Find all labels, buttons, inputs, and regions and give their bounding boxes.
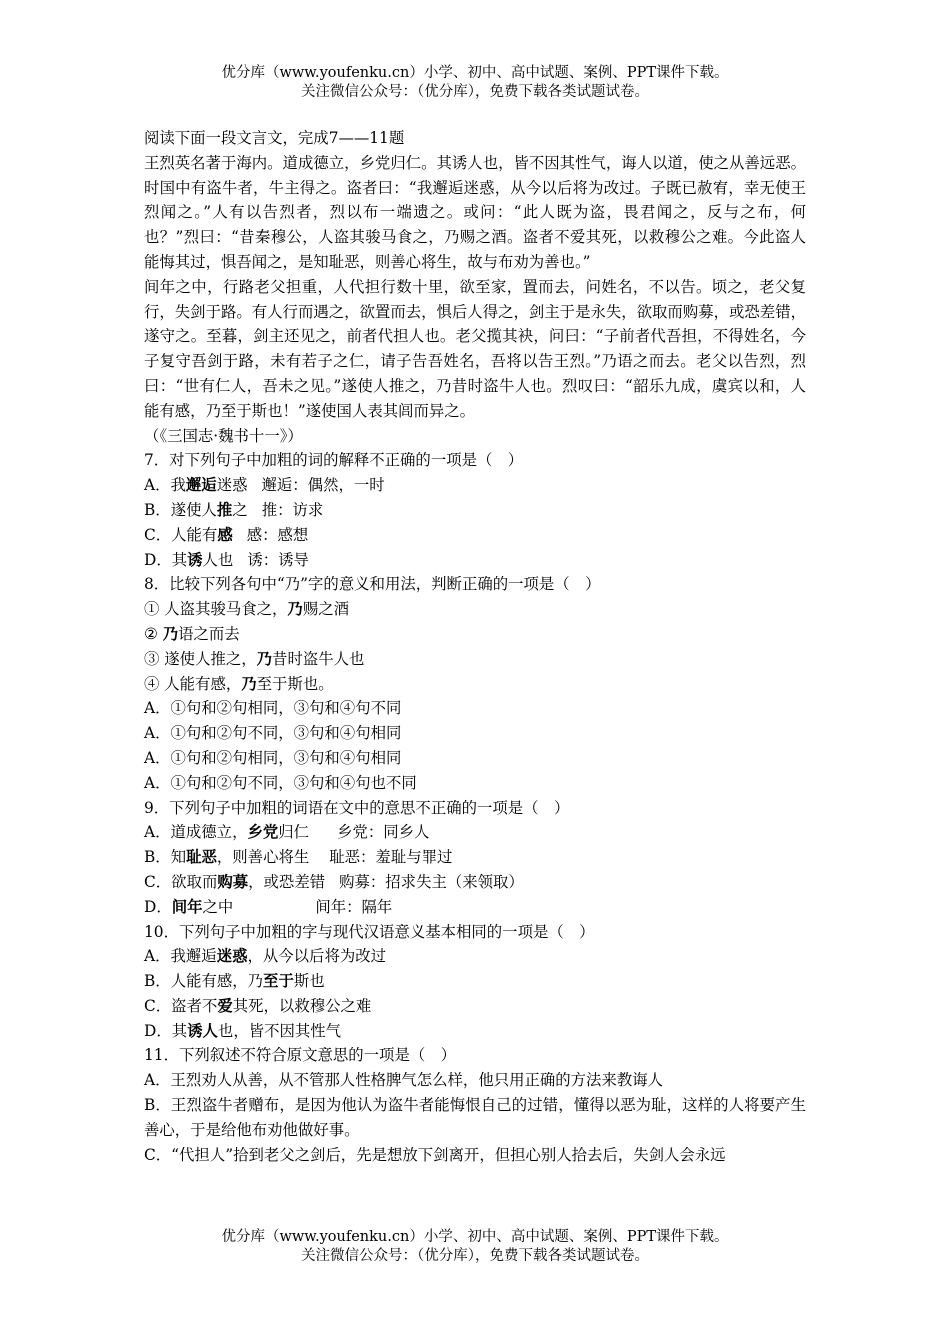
bold-word: 诱	[187, 550, 203, 569]
header-line-1: 优分库（www.youfenku.cn）小学、初中、高中试题、案例、PPT课件下载。	[221, 65, 729, 81]
bold-word: 乃	[162, 624, 179, 643]
bold-word: 购募	[217, 872, 249, 891]
bold-word: 诱人	[187, 1021, 218, 1040]
footer-line-1: 优分库（www.youfenku.cn）小学、初中、高中试题、案例、PPT课件下载。	[221, 1229, 729, 1245]
page-header	[0, 64, 950, 102]
bold-word: 乡党	[247, 823, 279, 842]
question-8-option-4: A．①句和②句不同，③句和④句也不同	[144, 773, 417, 792]
header-line-2: 关注微信公众号：（优分库），免费下载各类试题试卷。	[301, 84, 649, 100]
document-body	[144, 126, 806, 1167]
question-11-option-a: A．王烈劝人从善，从不管那人性格脾气怎么样，他只用正确的方法来教诲人	[144, 1071, 664, 1090]
passage-paragraph-1: 王烈英名著于海内。道成德立，乡党归仁。其诱人也，皆不因其性气，诲人以道，使之从善远恶。时国中有盗牛者，牛主得之。盗者曰：“我邂逅迷惑，从今以后将为改过。子既已赦宥，幸无使王烈闻之。”人有以告烈者，烈以布一端遗之。或问：“此人既为盗，畏君闻之，反与之布，何也？”烈曰：“昔秦穆公，人盗其骏马食之，乃赐之酒。盗者不爱其死，以救穆公之难。今此盗人能悔其过，惧吾闻之，是知耻恶，则善心将生，故与布劝为善也。”	[144, 153, 806, 271]
question-8-option-2: A．①句和②句不同，③句和④句相同	[144, 724, 402, 743]
question-10-option-b: B．人能有感，乃至于斯也	[144, 972, 325, 991]
instruction: 阅读下面一段文言文，完成7——11题	[144, 129, 405, 147]
question-9-option-c: C．欲取而购募，或恐差错 购募：招求失主（来领取）	[144, 872, 524, 891]
footer-line-2: 关注微信公众号：（优分库），免费下载各类试题试卷。	[301, 1248, 649, 1264]
bold-word: 乃	[256, 649, 273, 668]
question-11-option-b: B．王烈盗牛者赠布，是因为他认为盗牛者能悔恨自己的过错，懂得以恶为耻，这样的人将要产生善心，于是给他布劝他做好事。	[144, 1096, 806, 1139]
question-8-sentence-1: ① 人盗其骏马食之，乃赐之酒	[144, 600, 350, 619]
question-7-stem: 7．对下列句子中加粗的词的解释不正确的一项是（ ）	[144, 451, 524, 470]
question-11-option-c: C．“代担人”拾到老父之剑后，先是想放下剑离开，但担心别人拾去后，失剑人会永远	[144, 1145, 726, 1164]
question-8-sentence-3: ③ 遂使人推之，乃昔时盗牛人也	[144, 649, 365, 668]
question-7-option-a: A．我邂逅迷惑 邂逅：偶然，一时	[144, 476, 385, 495]
question-10-option-c: C．盗者不爱其死，以救穆公之难	[144, 996, 372, 1015]
question-9-option-b: B．知耻恶，则善心将生 耻恶：羞耻与罪过	[144, 848, 453, 867]
bold-word: 邂逅	[185, 476, 217, 495]
question-10-option-a: A．我邂逅迷惑，从今以后将为改过	[144, 947, 387, 966]
bold-word: 至于	[263, 972, 294, 991]
bold-word: 耻恶	[186, 848, 217, 867]
question-8-option-1: A．①句和②句相同，③句和④句不同	[144, 699, 402, 718]
question-10-stem: 10．下列句子中加粗的字与现代汉语意义基本相同的一项是（ ）	[144, 922, 595, 941]
bold-word: 爱	[217, 996, 233, 1015]
question-9-stem: 9．下列句子中加粗的词语在文中的意思不正确的一项是（ ）	[144, 798, 570, 817]
bold-word: 乃	[287, 600, 303, 619]
question-8-sentence-4: ④ 人能有感，乃至于斯也。	[144, 674, 334, 693]
question-10-option-d: D．其诱人也，皆不因其性气	[144, 1021, 342, 1040]
bold-word: 推	[216, 500, 233, 519]
bold-word: 间年	[171, 897, 203, 916]
bold-word: 乃	[241, 674, 257, 693]
question-8-stem: 8．比较下列各句中“乃”字的意义和用法，判断正确的一项是（ ）	[144, 575, 601, 594]
question-8-sentence-2: ② 乃语之而去	[144, 624, 240, 643]
question-7-option-b: B．遂使人推之 推：访求	[144, 500, 324, 519]
question-8-option-3: A．①句和②句相同，③句和④句相同	[144, 748, 402, 767]
question-9-option-a: A．道成德立，乡党归仁 乡党：同乡人	[144, 823, 430, 842]
question-7-option-c: C．人能有感 感：感想	[144, 525, 309, 544]
bold-word: 感	[217, 525, 233, 544]
passage-source: （《三国志·魏书十一》）	[144, 426, 303, 445]
passage-paragraph-2: 间年之中，行路老父担重，人代担行数十里，欲至家，置而去，问姓名，不以告。顷之，老父复行，失剑于路。有人行而遇之，欲置而去，惧后人得之，剑主于是永失，欲取而购募，或恐差错，遂守之。至暮，剑主还见之，前者代担人也。老父揽其袂，问曰：“子前者代吾担，不得姓名，今子复守吾剑于路，未有若子之仁，请子告吾姓名，吾将以告王烈。”乃语之而去。老父以告烈，烈曰：“世有仁人，吾未之见。”遂使人推之，乃昔时盗牛人也。烈叹曰：“韶乐九成，虞宾以和，人能有感，乃至于斯也！”遂使国人表其闾而异之。	[144, 277, 806, 420]
page-footer	[0, 1228, 950, 1266]
question-7-option-d: D．其诱人也 诱：诱导	[144, 550, 309, 569]
question-11-stem: 11．下列叙述不符合原文意思的一项是（ ）	[144, 1046, 457, 1065]
question-9-option-d: D．间年之中 间年：隔年	[144, 897, 393, 916]
bold-word: 迷惑	[216, 947, 248, 966]
